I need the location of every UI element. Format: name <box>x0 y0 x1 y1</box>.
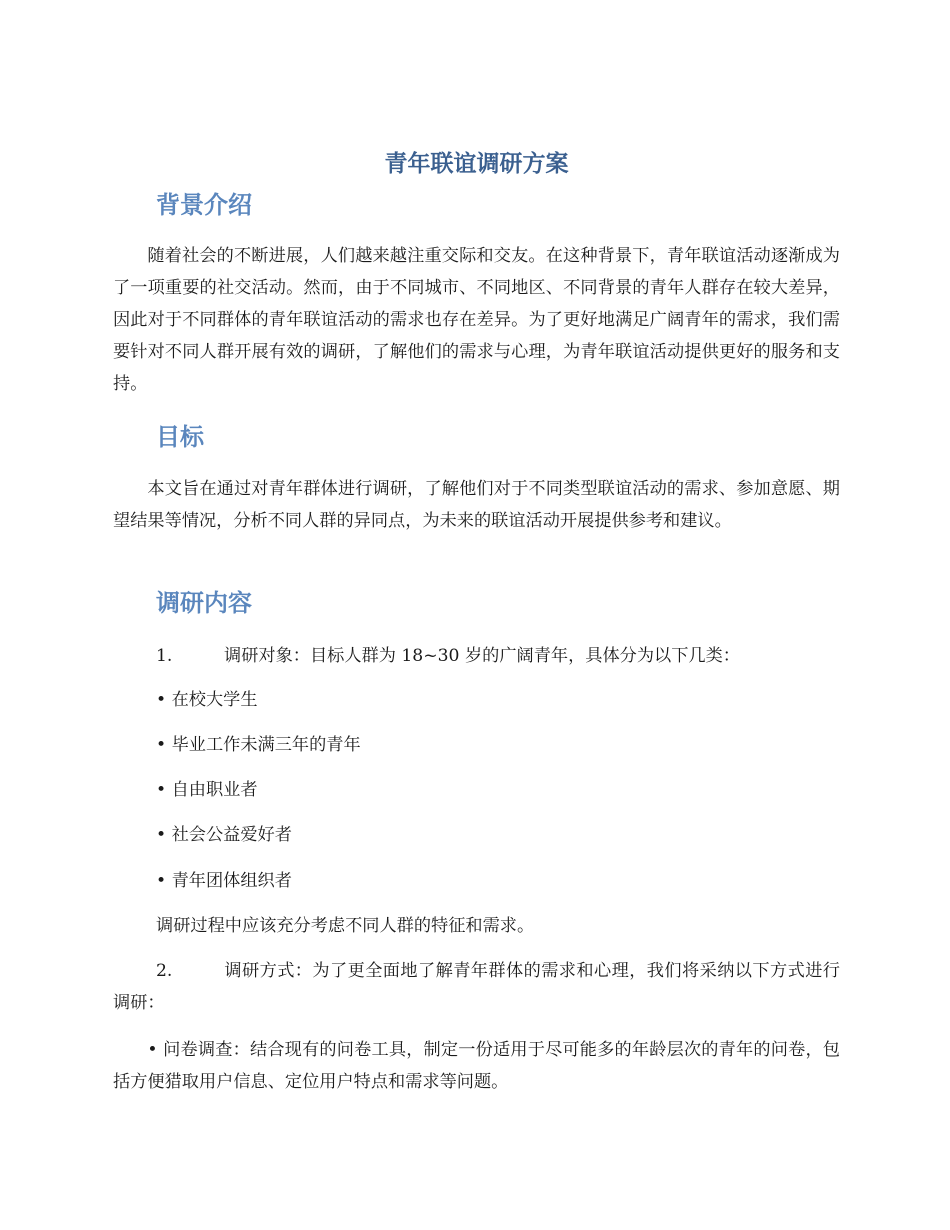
background-paragraph: 随着社会的不断进展，人们越来越注重交际和交友。在这种背景下，青年联谊活动逐渐成为了一项重要的社交活动。然而，由于不同城市、不同地区、不同背景的青年人群存在较大差异，因此对于不同群体的青年联谊活动的需求也存在差异。为了更好地满足广阔青年的需求，我们需要针对不同人群开展有效的调研，了解他们的需求与心理，为青年联谊活动提供更好的服务和支持。 <box>113 246 840 394</box>
bullet-item: • 自由职业者 <box>156 780 258 800</box>
numbered-item-1 <box>113 640 840 672</box>
item-text: 调研方式：为了更全面地了解青年群体的需求和心理，我们将采纳以下方式进行调研： <box>113 961 840 1013</box>
bullet-item: • 在校大学生 <box>156 690 258 710</box>
method-bullet: • 问卷调查：结合现有的问卷工具，制定一份适用于尽可能多的年龄层次的青年的问卷，包括方便猎取用户信息、定位用户特点和需求等问题。 <box>113 1040 840 1092</box>
content-note: 调研过程中应该充分考虑不同人群的特征和需求。 <box>156 916 535 936</box>
bullet-item: • 毕业工作未满三年的青年 <box>156 735 361 755</box>
document-title: 青年联谊调研方案 <box>384 151 569 177</box>
item-number: 1. <box>156 646 173 666</box>
section-heading-background: 背景介绍 <box>156 191 252 219</box>
goal-paragraph: 本文旨在通过对青年群体进行调研，了解他们对于不同类型联谊活动的需求、参加意愿、期望结果等情况，分析不同人群的异同点，为未来的联谊活动开展提供参考和建议。 <box>113 479 840 531</box>
item-number: 2. <box>156 961 173 981</box>
section-heading-content: 调研内容 <box>156 589 252 617</box>
section-heading-goal: 目标 <box>156 423 204 451</box>
item-text: 调研对象：目标人群为 18~30 岁的广阔青年，具体分为以下几类： <box>224 646 740 666</box>
bullet-item: • 青年团体组织者 <box>156 871 292 891</box>
bullet-item: • 社会公益爱好者 <box>156 825 292 845</box>
numbered-item-2 <box>113 955 840 1019</box>
